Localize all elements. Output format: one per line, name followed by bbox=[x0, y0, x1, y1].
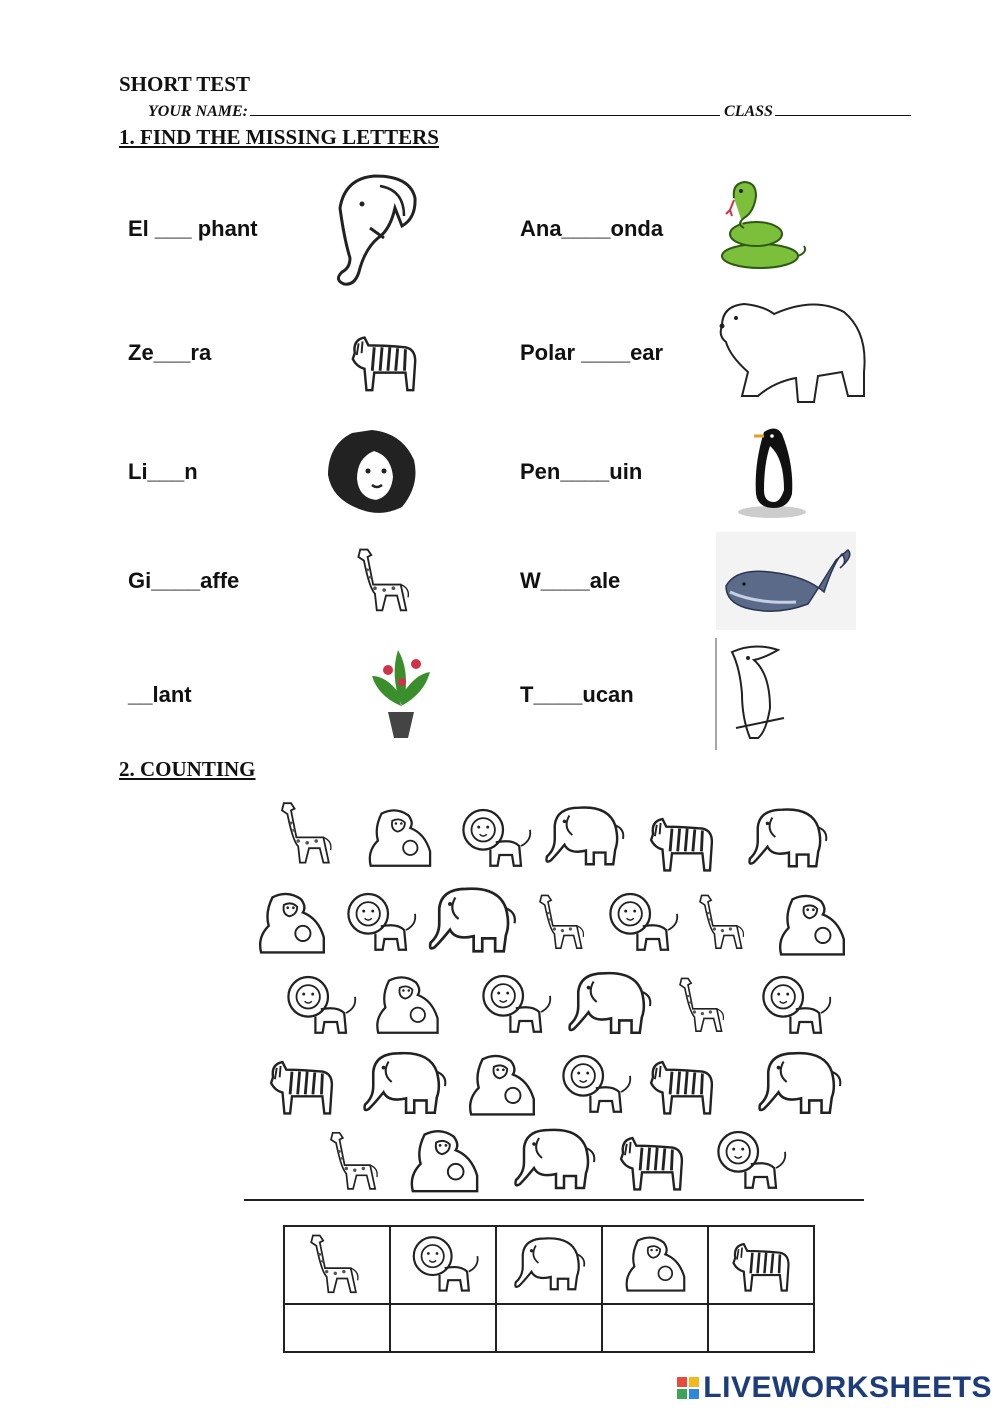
scene-elephant-icon bbox=[516, 1130, 595, 1188]
scene-lion-icon bbox=[463, 810, 530, 866]
scene-zebra-icon bbox=[651, 1062, 712, 1113]
page-title: SHORT TEST bbox=[119, 72, 250, 96]
logo-icon bbox=[677, 1377, 699, 1399]
word-anaconda[interactable]: Ana____onda bbox=[520, 216, 664, 241]
answer-cell-elephant[interactable] bbox=[496, 1304, 602, 1352]
counting-table bbox=[283, 1225, 815, 1353]
lion-icon bbox=[400, 1228, 486, 1298]
name-row bbox=[148, 101, 911, 121]
scene-giraffe-icon bbox=[331, 1133, 377, 1189]
whale-icon bbox=[716, 532, 856, 630]
scene-giraffe-icon bbox=[700, 895, 743, 948]
answer-cell-zebra[interactable] bbox=[708, 1304, 814, 1352]
word-penguin[interactable]: Pen____uin bbox=[520, 459, 643, 484]
scene-lion-icon bbox=[563, 1056, 630, 1112]
word-lion[interactable]: Li___n bbox=[128, 459, 198, 484]
zebra-icon bbox=[718, 1228, 804, 1298]
scene-giraffe-icon bbox=[540, 895, 583, 948]
table-cell bbox=[708, 1226, 814, 1304]
class-label: CLASS bbox=[724, 103, 773, 120]
word-toucan[interactable]: T____ucan bbox=[520, 682, 634, 707]
scene-elephant-icon bbox=[546, 808, 623, 865]
scene-elephant-icon bbox=[430, 889, 515, 952]
word-polar-bear[interactable]: Polar ____ear bbox=[520, 340, 664, 365]
word-giraffe[interactable]: Gi____affe bbox=[128, 568, 240, 593]
plant-icon bbox=[368, 646, 434, 740]
scene-lion-icon bbox=[288, 977, 355, 1033]
elephant-icon bbox=[504, 1228, 594, 1298]
logo-text: LIVEWORKSHEETS bbox=[703, 1371, 992, 1404]
section-heading-counting: 2. COUNTING bbox=[119, 757, 256, 781]
counting-scene bbox=[244, 776, 864, 1201]
scene-gorilla-icon bbox=[470, 1056, 534, 1114]
name-field[interactable] bbox=[250, 101, 720, 116]
word-plant[interactable]: __lant bbox=[128, 682, 192, 707]
scene-elephant-icon bbox=[760, 1053, 841, 1113]
liveworksheets-logo bbox=[677, 1371, 992, 1405]
scene-lion-icon bbox=[718, 1132, 785, 1188]
giraffe-icon bbox=[294, 1228, 380, 1298]
scene-zebra-icon bbox=[271, 1062, 332, 1113]
table-cell bbox=[390, 1226, 496, 1304]
scene-gorilla-icon bbox=[260, 894, 324, 952]
scene-zebra-icon bbox=[651, 819, 712, 870]
scene-lion-icon bbox=[763, 977, 830, 1033]
word-elephant[interactable]: El ___ phant bbox=[128, 216, 258, 241]
toucan-icon bbox=[714, 638, 800, 750]
lion-icon bbox=[322, 425, 422, 515]
name-label: YOUR NAME: bbox=[148, 103, 249, 120]
scene-elephant-icon bbox=[365, 1053, 446, 1113]
zebra-icon bbox=[326, 320, 442, 398]
penguin-icon bbox=[734, 424, 810, 520]
polar-bear-icon bbox=[714, 292, 870, 410]
word-zebra[interactable]: Ze___ra bbox=[128, 340, 212, 365]
scene-lion-icon bbox=[610, 894, 677, 950]
snake-icon bbox=[714, 178, 810, 274]
elephant-icon bbox=[320, 168, 420, 293]
section-heading-missing-letters: 1. FIND THE MISSING LETTERS bbox=[119, 125, 439, 149]
table-row bbox=[284, 1304, 814, 1352]
scene-giraffe-icon bbox=[680, 978, 723, 1031]
answer-cell-gorilla[interactable] bbox=[602, 1304, 708, 1352]
answer-cell-giraffe[interactable] bbox=[284, 1304, 390, 1352]
giraffe-icon bbox=[340, 526, 432, 632]
scene-lion-icon bbox=[348, 894, 415, 950]
scene-gorilla-icon bbox=[780, 896, 844, 954]
table-cell bbox=[284, 1226, 390, 1304]
scene-zebra-icon bbox=[621, 1138, 682, 1189]
table-row bbox=[284, 1226, 814, 1304]
answer-cell-lion[interactable] bbox=[390, 1304, 496, 1352]
table-cell bbox=[602, 1226, 708, 1304]
word-whale[interactable]: W____ale bbox=[520, 568, 621, 593]
table-cell bbox=[496, 1226, 602, 1304]
gorilla-icon bbox=[612, 1228, 698, 1298]
scene-gorilla-icon bbox=[370, 810, 430, 865]
class-field[interactable] bbox=[775, 101, 911, 116]
scene-lion-icon bbox=[483, 976, 550, 1032]
scene-elephant-icon bbox=[570, 973, 651, 1033]
scene-giraffe-icon bbox=[282, 803, 331, 862]
scene-gorilla-icon bbox=[412, 1131, 477, 1191]
scene-gorilla-icon bbox=[377, 977, 437, 1032]
scene-elephant-icon bbox=[749, 810, 826, 867]
